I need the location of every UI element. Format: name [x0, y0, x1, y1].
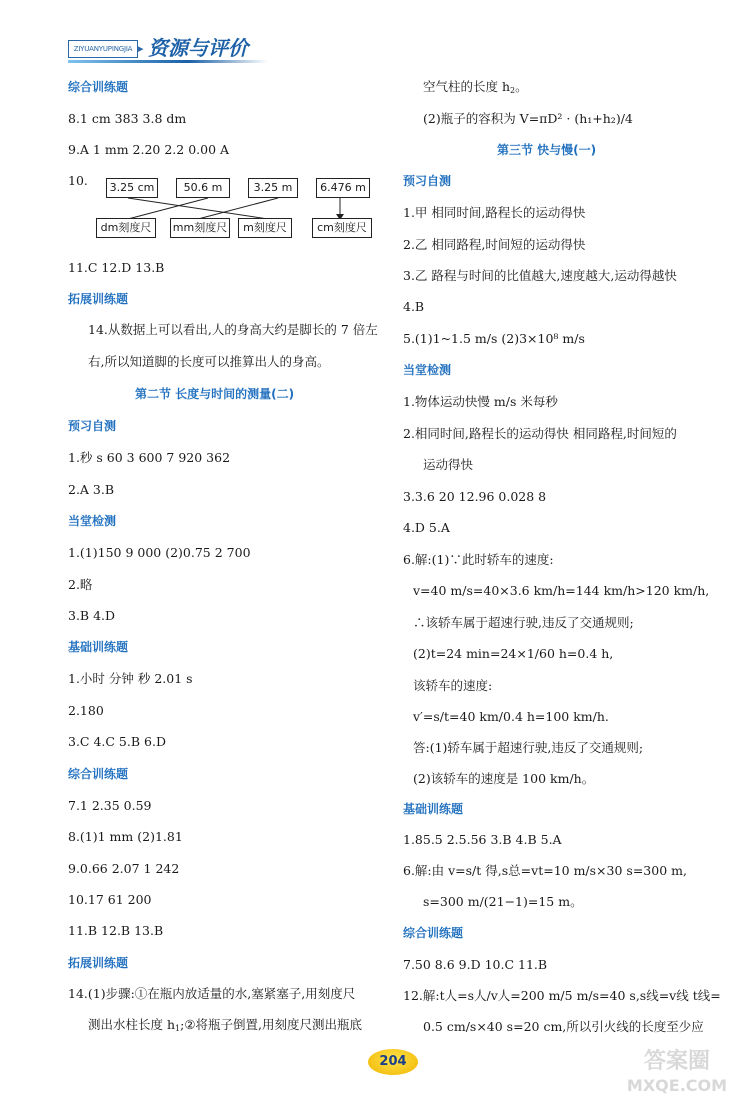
text-part: 测出水柱长度 h — [88, 1017, 176, 1032]
unit-matching-diagram — [68, 172, 378, 242]
value-box: 3.25 cm — [106, 178, 158, 198]
answer-line: 该轿车的速度: — [413, 678, 493, 693]
value-box: 3.25 m — [248, 178, 298, 198]
watermark — [612, 1050, 742, 1100]
section-title: 第三节 快与慢(一) — [497, 143, 597, 157]
answer-line: 1.85.5 2.5.56 3.B 4.B 5.A — [403, 832, 562, 847]
section-heading: 预习自测 — [403, 174, 452, 188]
section-heading: 基础训练题 — [68, 640, 129, 654]
answer-line: ∴该轿车属于超速行驶,违反了交通规则; — [413, 615, 634, 630]
answer-line: 3.B 4.D — [68, 608, 116, 623]
answer-line: 12.解:t人=s人/v人=200 m/5 m/s=40 s,s线=v线 t线= — [403, 988, 721, 1003]
answer-line: 11.B 12.B 13.B — [68, 923, 164, 938]
answer-line: 9.0.66 2.07 1 242 — [68, 861, 180, 876]
text-part: 。 — [515, 79, 528, 94]
answer-line: 右,所以知道脚的长度可以推算出人的身高。 — [88, 354, 330, 369]
answer-line: 7.50 8.6 9.D 10.C 11.B — [403, 957, 548, 972]
answer-line: 3.3.6 20 12.96 0.028 8 — [403, 489, 547, 504]
answer-line: 6.解:(1)∵此时轿车的速度: — [403, 552, 554, 567]
section-heading: 预习自测 — [68, 419, 117, 433]
text-part: 空气柱的长度 h — [423, 79, 511, 94]
text-part: ;②将瓶子倒置,用刻度尺测出瓶底 — [180, 1017, 363, 1032]
answer-line: 0.5 cm/s×40 s=20 cm,所以引火线的长度至少应 — [423, 1019, 704, 1034]
section-heading: 基础训练题 — [403, 802, 464, 816]
answer-line: 8.1 cm 383 3.8 dm — [68, 111, 187, 126]
answer-line: 2.相同时间,路程长的运动得快 相同路程,时间短的 — [403, 426, 677, 441]
header-rule — [68, 60, 268, 63]
subscript: 2 — [510, 86, 516, 95]
ruler-box: mm刻度尺 — [170, 218, 230, 238]
answer-line: (2)该轿车的速度是 100 km/h。 — [413, 771, 595, 786]
answer-line: 运动得快 — [423, 457, 474, 472]
section-heading: 综合训练题 — [68, 80, 129, 94]
page-number: 204 — [368, 1049, 418, 1075]
section-heading: 拓展训练题 — [68, 956, 129, 970]
answer-line: 2.180 — [68, 703, 104, 718]
answer-line: 5.(1)1~1.5 m/s (2)3×10⁸ m/s — [403, 331, 585, 346]
answer-line: 2.略 — [68, 577, 93, 592]
value-box: 50.6 m — [176, 178, 230, 198]
section-heading: 综合训练题 — [403, 926, 464, 940]
answer-line — [88, 1016, 362, 1038]
section-heading: 综合训练题 — [68, 767, 129, 781]
match-line — [198, 198, 278, 219]
ruler-box: dm刻度尺 — [96, 218, 156, 238]
brand-title: 资源与评价 — [148, 36, 248, 60]
answer-line: 1.秒 s 60 3 600 7 920 362 — [68, 450, 231, 465]
watermark-line: 答案圈 — [643, 1049, 710, 1074]
answer-line: 1.小时 分钟 秒 2.01 s — [68, 671, 193, 686]
answer-line: 10.17 61 200 — [68, 892, 152, 907]
answer-line: 4.D 5.A — [403, 520, 450, 535]
answer-line: 14.从数据上可以看出,人的身高大约是脚长的 7 倍左 — [88, 322, 378, 337]
brand-arrow-icon: ▸ — [138, 42, 144, 55]
subscript: 1 — [175, 1024, 181, 1033]
brand-pinyin: ZIYUANYUPINGJIA — [68, 40, 138, 58]
answer-line: (2)t=24 min=24×1/60 h=0.4 h, — [413, 646, 614, 661]
answer-line: 14.(1)步骤:①在瓶内放适量的水,塞紧塞子,用刻度尺 — [68, 986, 356, 1001]
match-line — [128, 198, 268, 219]
answer-line: 8.(1)1 mm (2)1.81 — [68, 829, 183, 844]
answer-line: 10. — [68, 173, 88, 188]
answer-line: 1.物体运动快慢 m/s 米每秒 — [403, 394, 558, 409]
answer-line: 7.1 2.35 0.59 — [68, 798, 152, 813]
answer-line: 11.C 12.D 13.B — [68, 260, 165, 275]
answer-line — [423, 78, 528, 100]
section-heading: 拓展训练题 — [68, 292, 129, 306]
answer-line: 2.乙 相同路程,时间短的运动得快 — [403, 237, 586, 252]
watermark-line: MXQE.COM — [626, 1076, 728, 1095]
answer-line: 9.A 1 mm 2.20 2.2 0.00 A — [68, 142, 230, 157]
answer-line: 4.B — [403, 299, 425, 314]
answer-line: 3.C 4.C 5.B 6.D — [68, 734, 166, 749]
answer-line: v′=s/t=40 km/0.4 h=100 km/h. — [413, 709, 609, 724]
section-heading: 当堂检测 — [68, 514, 117, 528]
answer-line: s=300 m/(21−1)=15 m。 — [423, 894, 583, 909]
answer-line: 3.乙 路程与时间的比值越大,速度越大,运动得越快 — [403, 268, 677, 283]
answer-line: 2.A 3.B — [68, 482, 115, 497]
section-heading: 当堂检测 — [403, 363, 452, 377]
ruler-box: cm刻度尺 — [312, 218, 372, 238]
answer-line: (2)瓶子的容积为 V=πD² · (h₁+h₂)/4 — [423, 111, 633, 126]
ruler-box: m刻度尺 — [238, 218, 292, 238]
answer-line: 6.解:由 v=s/t 得,s总=vt=10 m/s×30 s=300 m, — [403, 863, 687, 878]
answer-line: 1.(1)150 9 000 (2)0.75 2 700 — [68, 545, 251, 560]
value-box: 6.476 m — [316, 178, 370, 198]
page-header — [68, 28, 328, 62]
section-title: 第二节 长度与时间的测量(二) — [135, 387, 295, 401]
answer-line: 1.甲 相同时间,路程长的运动得快 — [403, 205, 586, 220]
answer-line: 答:(1)轿车属于超速行驶,违反了交通规则; — [413, 740, 644, 755]
answer-line: v=40 m/s=40×3.6 km/h=144 km/h>120 km/h, — [413, 583, 710, 598]
